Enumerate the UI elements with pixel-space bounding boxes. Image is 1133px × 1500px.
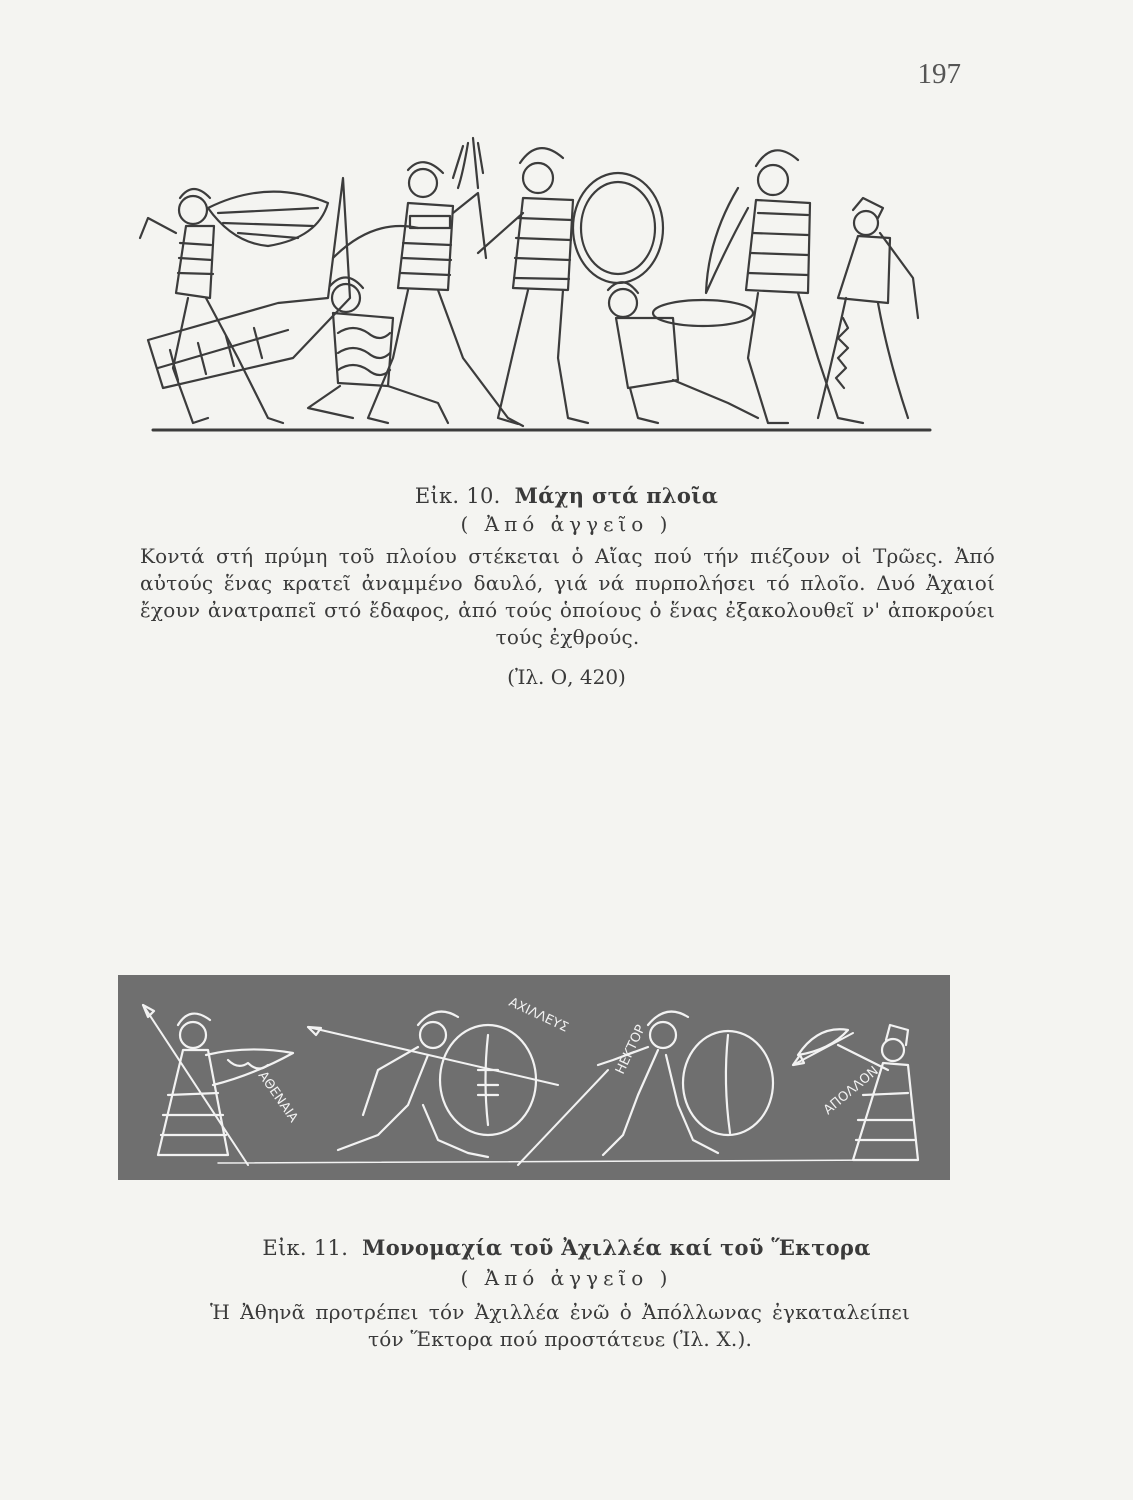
inscription-athena: ΑΘΕΝΑΙΑ: [254, 1068, 301, 1126]
figure-10-illustration: [118, 118, 938, 443]
figure-11-illustration: [118, 975, 950, 1180]
figure-11-caption: [0, 1235, 1133, 1260]
inscription-apollo: ΑΠΟΛΛΟΝ: [820, 1063, 882, 1119]
page-number: 197: [917, 58, 961, 90]
figure-10-label: Εἰκ. 10.: [414, 484, 501, 508]
figure-10-caption: [0, 483, 1133, 508]
inscription-hector: ΗΕΚΤΟΡ: [613, 1022, 649, 1077]
figure-11-source: ( Ἀπό ἀγγεῖο ): [460, 1266, 673, 1290]
figure-11-title: Μονομαχία τοῦ Ἀχιλλέα καί τοῦ Ἕκτορα: [362, 1235, 871, 1260]
figure-11-label: Εἰκ. 11.: [262, 1236, 349, 1260]
inscription-achilles: ΑΧΙΛΛΕΥΣ: [506, 995, 571, 1036]
figure-10-description: Κοντά στή πρύμη τοῦ πλοίου στέκεται ὁ Αἴας πού τήν πιέζουν οἱ Τρῶες. Ἀπό αὐτούς ἕνας κρατεῖ ἀναμμένο δαυλό, γιά νά πυρπολήσει τό πλοῖο. Δυό Ἀχαιοί ἔχουν ἀνατραπεῖ στό ἔδαφος, ἀπό τούς ὁποίους ὁ ἕνας ἐξακολουθεῖ ν' ἀποκρούει τούς ἐχθρούς.: [140, 544, 995, 649]
figure-10-source: ( Ἀπό ἀγγεῖο ): [460, 512, 673, 536]
figure-10-title: Μάχη στά πλοῖα: [514, 483, 719, 508]
figure-11-description: Ἡ Ἀθηνᾶ προτρέπει τόν Ἀχιλλέα ἐνῶ ὁ Ἀπόλλωνας ἐγκαταλείπει τόν Ἕκτορα πού προστάτευε (Ἰλ. Χ.).: [210, 1300, 910, 1351]
figure-10-reference: (Ἰλ. Ο, 420): [507, 665, 626, 689]
